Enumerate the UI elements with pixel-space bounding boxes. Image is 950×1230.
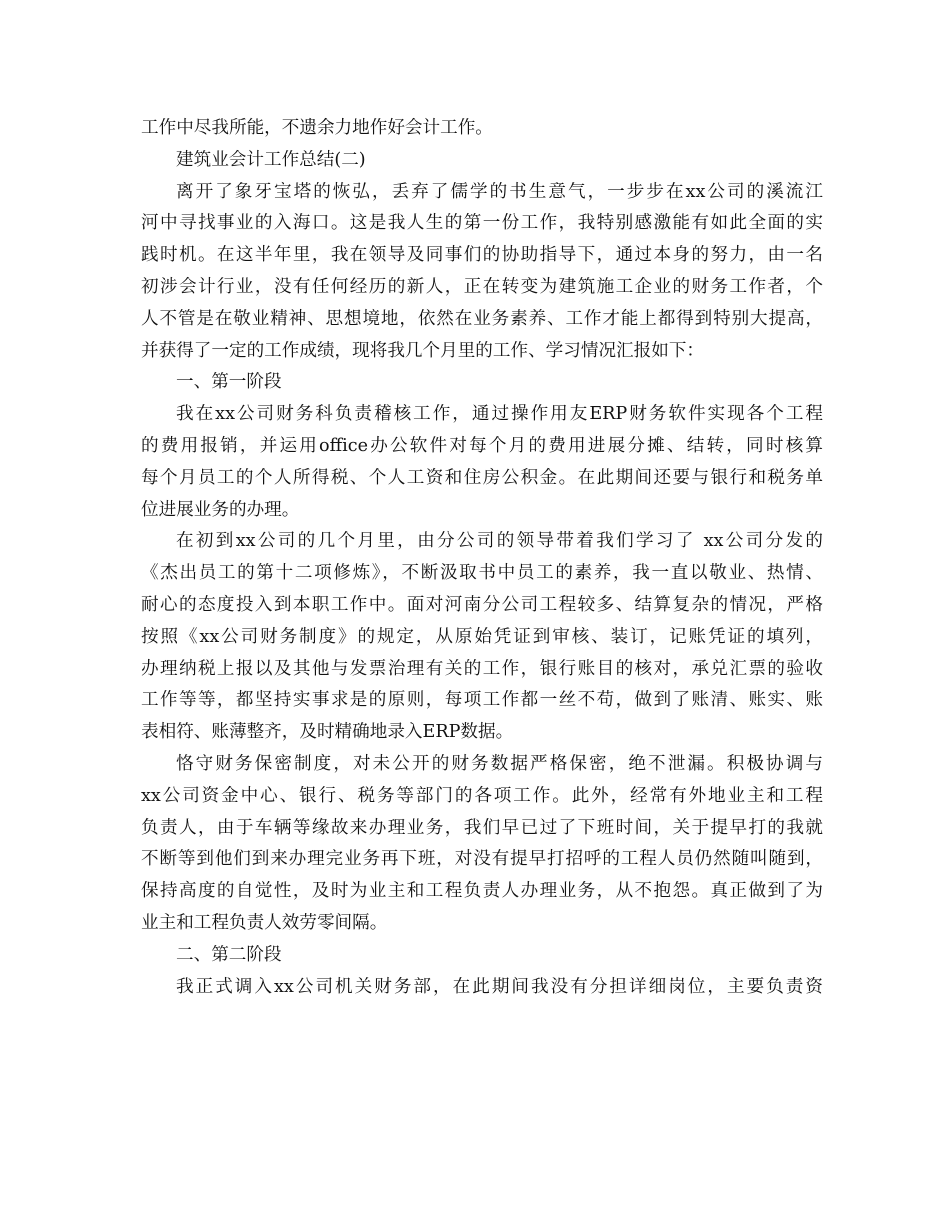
text-line: 人不管是在敬业精神、思想境地，依然在业务素养、工作才能上都得到特别大提高，	[141, 308, 823, 329]
document-body	[141, 113, 823, 1003]
text-line: 的费用报销，并运用office办公软件对每个月的费用进展分摊、结转，同时核算	[141, 435, 823, 456]
text-line: 建筑业会计工作总结(二)	[176, 149, 366, 170]
text-line: 每个月员工的个人所得税、个人工资和住房公积金。在此期间还要与银行和税务单	[141, 467, 823, 488]
text-line: 二、第二阶段	[176, 944, 282, 965]
text-line: 负责人，由于车辆等缘故来办理业务，我们早已过了下班时间，关于提早打的我就	[141, 817, 823, 838]
text-line: 我在xx公司财务科负责稽核工作，通过操作用友ERP财务软件实现各个工程	[176, 404, 823, 425]
text-line: 河中寻找事业的入海口。这是我人生的第一份工作，我特别感激能有如此全面的实	[141, 213, 823, 234]
text-line: xx公司资金中心、银行、税务等部门的各项工作。此外，经常有外地业主和工程	[141, 785, 823, 806]
text-line: 初涉会计行业，没有任何经历的新人，正在转变为建筑施工企业的财务工作者，个	[141, 276, 823, 297]
text-line: 践时机。在这半年里，我在领导及同事们的协助指导下，通过本身的努力，由一名	[141, 245, 823, 266]
text-line: 离开了象牙宝塔的恢弘，丢弃了儒学的书生意气，一步步在xx公司的溪流江	[176, 181, 823, 202]
text-line: 工作中尽我所能，不遗余力地作好会计工作。	[141, 118, 493, 138]
text-line: 位进展业务的办理。	[141, 499, 300, 520]
text-line: 并获得了一定的工作成绩，现将我几个月里的工作、学习情况汇报如下：	[141, 340, 705, 361]
text-line: 保持高度的自觉性，及时为业主和工程负责人办理业务，从不抱怨。真正做到了为	[141, 881, 823, 902]
text-line: 我正式调入xx公司机关财务部，在此期间我没有分担详细岗位，主要负责资	[176, 976, 823, 997]
text-line: 一、第一阶段	[176, 372, 282, 393]
text-line: 不断等到他们到来办理完业务再下班，对没有提早打招呼的工程人员仍然随叫随到，	[141, 849, 823, 870]
text-line: 在初到xx公司的几个月里，由分公司的领导带着我们学习了 xx公司分发的	[176, 531, 823, 552]
text-line: 《杰出员工的第十二项修炼》，不断汲取书中员工的素养，我一直以敬业、热情、	[141, 563, 823, 584]
text-line: 办理纳税上报以及其他与发票治理有关的工作，银行账目的核对，承兑汇票的验收	[141, 658, 823, 679]
text-line: 业主和工程负责人效劳零间隔。	[141, 912, 388, 933]
text-line: 表相符、账薄整齐，及时精确地录入ERP数据。	[141, 722, 514, 743]
text-line: 按照《xx公司财务制度》的规定，从原始凭证到审核、装订，记账凭证的填列，	[141, 626, 823, 647]
text-line: 耐心的态度投入到本职工作中。面对河南分公司工程较多、结算复杂的情况，严格	[141, 594, 823, 615]
text-line: 工作等等，都坚持实事求是的原则，每项工作都一丝不苟，做到了账清、账实、账	[141, 690, 823, 711]
text-line: 恪守财务保密制度，对未公开的财务数据严格保密，绝不泄漏。积极协调与	[176, 753, 823, 774]
